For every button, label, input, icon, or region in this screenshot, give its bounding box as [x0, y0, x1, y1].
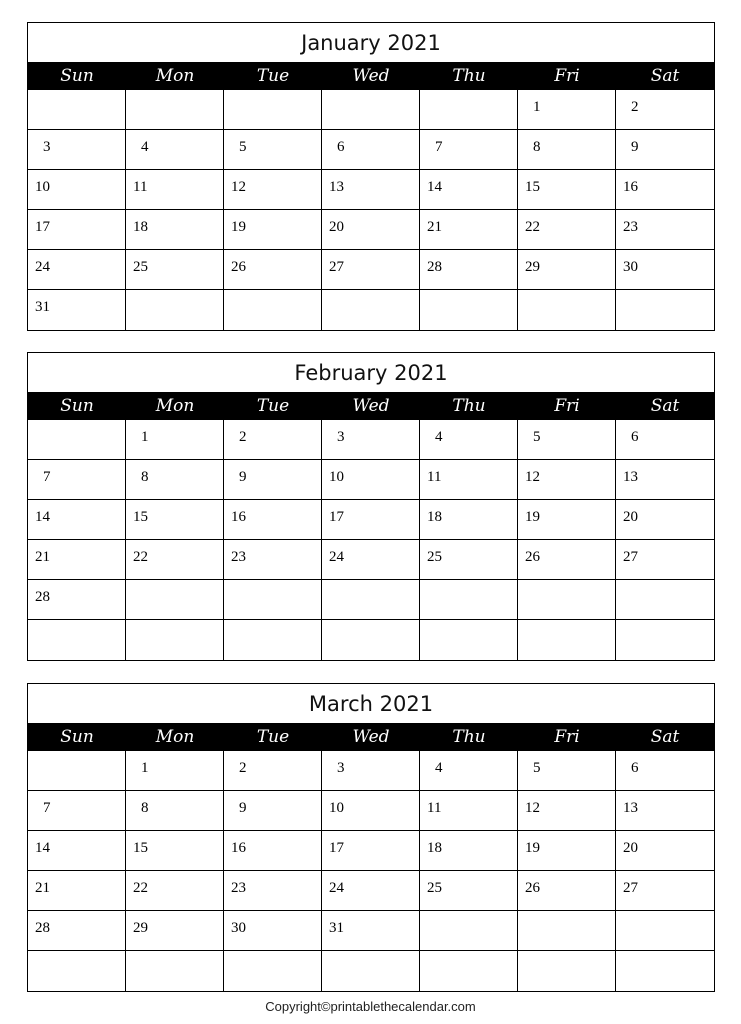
day-cell [28, 911, 126, 951]
weekday-label: Mon [155, 727, 195, 747]
day-number: 20 [623, 840, 638, 856]
day-cell [322, 751, 420, 791]
day-cell [28, 90, 126, 130]
day-cell [518, 90, 616, 130]
day-cell [322, 170, 420, 210]
day-number: 19 [231, 219, 246, 235]
day-cell [518, 620, 616, 660]
day-number: 13 [623, 800, 638, 816]
day-number: 5 [239, 139, 247, 155]
day-cell [224, 250, 322, 290]
day-number: 12 [231, 179, 246, 195]
day-number: 19 [525, 509, 540, 525]
day-number: 6 [337, 139, 345, 155]
day-cell [126, 751, 224, 791]
month-title: February 2021 [28, 353, 714, 393]
day-cell [28, 210, 126, 250]
day-cell [322, 290, 420, 330]
day-cell [224, 620, 322, 660]
day-cell [322, 620, 420, 660]
day-cell [224, 210, 322, 250]
day-cell [126, 831, 224, 871]
day-cell [420, 130, 518, 170]
day-number: 30 [623, 259, 638, 275]
day-cell [616, 620, 714, 660]
day-number: 1 [533, 99, 541, 115]
day-cell [518, 420, 616, 460]
day-cell [224, 911, 322, 951]
day-cell [224, 90, 322, 130]
weekday-header-row [28, 393, 714, 420]
day-cell [28, 540, 126, 580]
day-number: 17 [329, 509, 344, 525]
day-cell [28, 500, 126, 540]
day-cell [420, 460, 518, 500]
day-cell [616, 951, 714, 991]
day-cell [322, 500, 420, 540]
day-cell [322, 540, 420, 580]
day-number: 14 [35, 840, 50, 856]
day-number: 21 [35, 880, 50, 896]
day-cell [322, 420, 420, 460]
day-cell [322, 90, 420, 130]
weekday-label: Fri [554, 66, 580, 86]
day-number: 23 [231, 880, 246, 896]
day-cell [420, 210, 518, 250]
day-cell [518, 871, 616, 911]
day-number: 14 [35, 509, 50, 525]
day-number: 24 [35, 259, 50, 275]
day-number: 16 [231, 509, 246, 525]
day-number: 29 [133, 920, 148, 936]
day-number: 30 [231, 920, 246, 936]
day-cell [518, 130, 616, 170]
day-cell [224, 170, 322, 210]
day-cell [322, 831, 420, 871]
weekday-label: Tue [256, 727, 290, 747]
day-number: 8 [141, 800, 149, 816]
day-cell [518, 500, 616, 540]
day-number: 3 [337, 760, 345, 776]
day-cell [28, 580, 126, 620]
day-cell [518, 791, 616, 831]
day-cell [126, 130, 224, 170]
day-cell [518, 290, 616, 330]
day-cell [224, 420, 322, 460]
day-cell [126, 951, 224, 991]
day-number: 23 [623, 219, 638, 235]
day-cell [224, 791, 322, 831]
day-number: 15 [133, 509, 148, 525]
day-cell [518, 540, 616, 580]
day-cell [126, 420, 224, 460]
day-cell [126, 290, 224, 330]
day-number: 28 [35, 589, 50, 605]
day-number: 7 [43, 469, 51, 485]
day-number: 31 [35, 299, 50, 315]
day-number: 9 [239, 469, 247, 485]
weekday-label: Fri [554, 727, 580, 747]
day-number: 16 [623, 179, 638, 195]
day-cell [616, 580, 714, 620]
day-cell [420, 90, 518, 130]
day-cell [224, 751, 322, 791]
day-number: 16 [231, 840, 246, 856]
day-number: 15 [133, 840, 148, 856]
day-number: 22 [525, 219, 540, 235]
day-number: 4 [435, 760, 443, 776]
day-number: 15 [525, 179, 540, 195]
day-number: 26 [525, 880, 540, 896]
day-cell [518, 250, 616, 290]
weekday-label: Wed [352, 727, 390, 747]
day-cell [224, 871, 322, 911]
day-cell [616, 290, 714, 330]
day-number: 12 [525, 469, 540, 485]
day-cell [616, 90, 714, 130]
day-number: 7 [435, 139, 443, 155]
month-calendar [27, 683, 715, 992]
day-cell [28, 250, 126, 290]
day-cell [322, 580, 420, 620]
day-number: 12 [525, 800, 540, 816]
day-grid [28, 420, 714, 660]
day-cell [28, 460, 126, 500]
day-cell [28, 951, 126, 991]
weekday-label: Sun [60, 396, 94, 416]
day-grid [28, 751, 714, 991]
day-cell [126, 210, 224, 250]
copyright-footer: Copyright©printablethecalendar.com [265, 999, 476, 1014]
day-number: 1 [141, 760, 149, 776]
day-number: 18 [427, 840, 442, 856]
day-cell [224, 831, 322, 871]
day-cell [28, 791, 126, 831]
day-number: 4 [141, 139, 149, 155]
day-number: 2 [239, 429, 247, 445]
day-number: 2 [239, 760, 247, 776]
day-cell [616, 791, 714, 831]
month-calendar [27, 352, 715, 661]
day-cell [126, 250, 224, 290]
day-cell [420, 500, 518, 540]
day-cell [518, 460, 616, 500]
day-cell [224, 130, 322, 170]
day-cell [420, 250, 518, 290]
day-cell [420, 751, 518, 791]
day-number: 5 [533, 760, 541, 776]
day-number: 3 [337, 429, 345, 445]
day-cell [126, 620, 224, 660]
day-cell [224, 460, 322, 500]
day-cell [420, 831, 518, 871]
day-number: 28 [35, 920, 50, 936]
day-number: 24 [329, 549, 344, 565]
day-cell [126, 90, 224, 130]
weekday-label: Wed [352, 396, 390, 416]
day-number: 27 [329, 259, 344, 275]
day-number: 20 [623, 509, 638, 525]
day-cell [420, 540, 518, 580]
day-number: 31 [329, 920, 344, 936]
day-cell [518, 580, 616, 620]
day-cell [616, 420, 714, 460]
day-number: 27 [623, 549, 638, 565]
day-cell [518, 951, 616, 991]
day-number: 22 [133, 549, 148, 565]
weekday-label: Sat [650, 396, 680, 416]
day-cell [224, 540, 322, 580]
day-cell [126, 170, 224, 210]
day-number: 5 [533, 429, 541, 445]
day-number: 8 [141, 469, 149, 485]
day-number: 10 [35, 179, 50, 195]
day-cell [224, 951, 322, 991]
day-number: 6 [631, 760, 639, 776]
day-number: 18 [427, 509, 442, 525]
day-number: 7 [43, 800, 51, 816]
day-number: 24 [329, 880, 344, 896]
day-number: 17 [329, 840, 344, 856]
day-number: 11 [133, 179, 148, 195]
day-cell [518, 911, 616, 951]
day-cell [322, 130, 420, 170]
month-title: March 2021 [28, 684, 714, 724]
weekday-label: Tue [256, 396, 290, 416]
day-number: 20 [329, 219, 344, 235]
day-cell [616, 911, 714, 951]
day-number: 26 [525, 549, 540, 565]
day-cell [616, 210, 714, 250]
day-cell [420, 871, 518, 911]
weekday-header-row [28, 63, 714, 90]
day-cell [126, 871, 224, 911]
day-cell [420, 911, 518, 951]
day-cell [420, 290, 518, 330]
day-cell [518, 170, 616, 210]
day-number: 8 [533, 139, 541, 155]
day-number: 25 [427, 549, 442, 565]
day-cell [616, 130, 714, 170]
day-cell [616, 751, 714, 791]
day-number: 28 [427, 259, 442, 275]
day-cell [322, 871, 420, 911]
day-cell [420, 170, 518, 210]
weekday-label: Sat [650, 66, 680, 86]
day-cell [616, 170, 714, 210]
day-cell [420, 791, 518, 831]
day-number: 18 [133, 219, 148, 235]
day-number: 21 [427, 219, 442, 235]
weekday-label: Tue [256, 66, 290, 86]
day-cell [322, 460, 420, 500]
day-cell [616, 540, 714, 580]
day-number: 2 [631, 99, 639, 115]
day-cell [28, 871, 126, 911]
day-number: 22 [133, 880, 148, 896]
day-number: 6 [631, 429, 639, 445]
day-cell [126, 580, 224, 620]
day-grid [28, 90, 714, 330]
day-cell [616, 500, 714, 540]
day-number: 11 [427, 800, 442, 816]
day-number: 9 [239, 800, 247, 816]
day-cell [126, 911, 224, 951]
day-cell [616, 831, 714, 871]
weekday-label: Thu [452, 727, 486, 747]
day-number: 25 [133, 259, 148, 275]
day-number: 25 [427, 880, 442, 896]
day-number: 23 [231, 549, 246, 565]
day-number: 4 [435, 429, 443, 445]
weekday-label: Mon [155, 66, 195, 86]
day-number: 14 [427, 179, 442, 195]
day-cell [28, 620, 126, 660]
weekday-label: Wed [352, 66, 390, 86]
weekday-header-row [28, 724, 714, 751]
day-cell [616, 460, 714, 500]
day-cell [420, 951, 518, 991]
day-cell [126, 500, 224, 540]
day-number: 19 [525, 840, 540, 856]
day-cell [224, 290, 322, 330]
day-number: 9 [631, 139, 639, 155]
day-number: 21 [35, 549, 50, 565]
day-number: 29 [525, 259, 540, 275]
day-cell [28, 130, 126, 170]
day-cell [28, 170, 126, 210]
weekday-label: Sun [60, 66, 94, 86]
day-number: 1 [141, 429, 149, 445]
day-number: 11 [427, 469, 442, 485]
day-cell [322, 210, 420, 250]
day-cell [126, 791, 224, 831]
day-cell [28, 420, 126, 460]
day-cell [616, 250, 714, 290]
day-cell [322, 791, 420, 831]
day-number: 3 [43, 139, 51, 155]
day-number: 17 [35, 219, 50, 235]
day-cell [126, 460, 224, 500]
day-number: 13 [329, 179, 344, 195]
day-cell [420, 420, 518, 460]
day-number: 26 [231, 259, 246, 275]
day-cell [322, 250, 420, 290]
weekday-label: Fri [554, 396, 580, 416]
day-number: 10 [329, 800, 344, 816]
day-cell [518, 210, 616, 250]
weekday-label: Thu [452, 396, 486, 416]
weekday-label: Mon [155, 396, 195, 416]
weekday-label: Sat [650, 727, 680, 747]
day-cell [518, 831, 616, 871]
day-number: 27 [623, 880, 638, 896]
weekday-label: Sun [60, 727, 94, 747]
day-number: 13 [623, 469, 638, 485]
day-number: 10 [329, 469, 344, 485]
day-cell [224, 500, 322, 540]
day-cell [420, 620, 518, 660]
month-title: January 2021 [28, 23, 714, 63]
month-calendar [27, 22, 715, 331]
day-cell [616, 871, 714, 911]
day-cell [322, 911, 420, 951]
day-cell [518, 751, 616, 791]
day-cell [126, 540, 224, 580]
day-cell [224, 580, 322, 620]
day-cell [28, 751, 126, 791]
day-cell [322, 951, 420, 991]
day-cell [420, 580, 518, 620]
weekday-label: Thu [452, 66, 486, 86]
day-cell [28, 290, 126, 330]
day-cell [28, 831, 126, 871]
